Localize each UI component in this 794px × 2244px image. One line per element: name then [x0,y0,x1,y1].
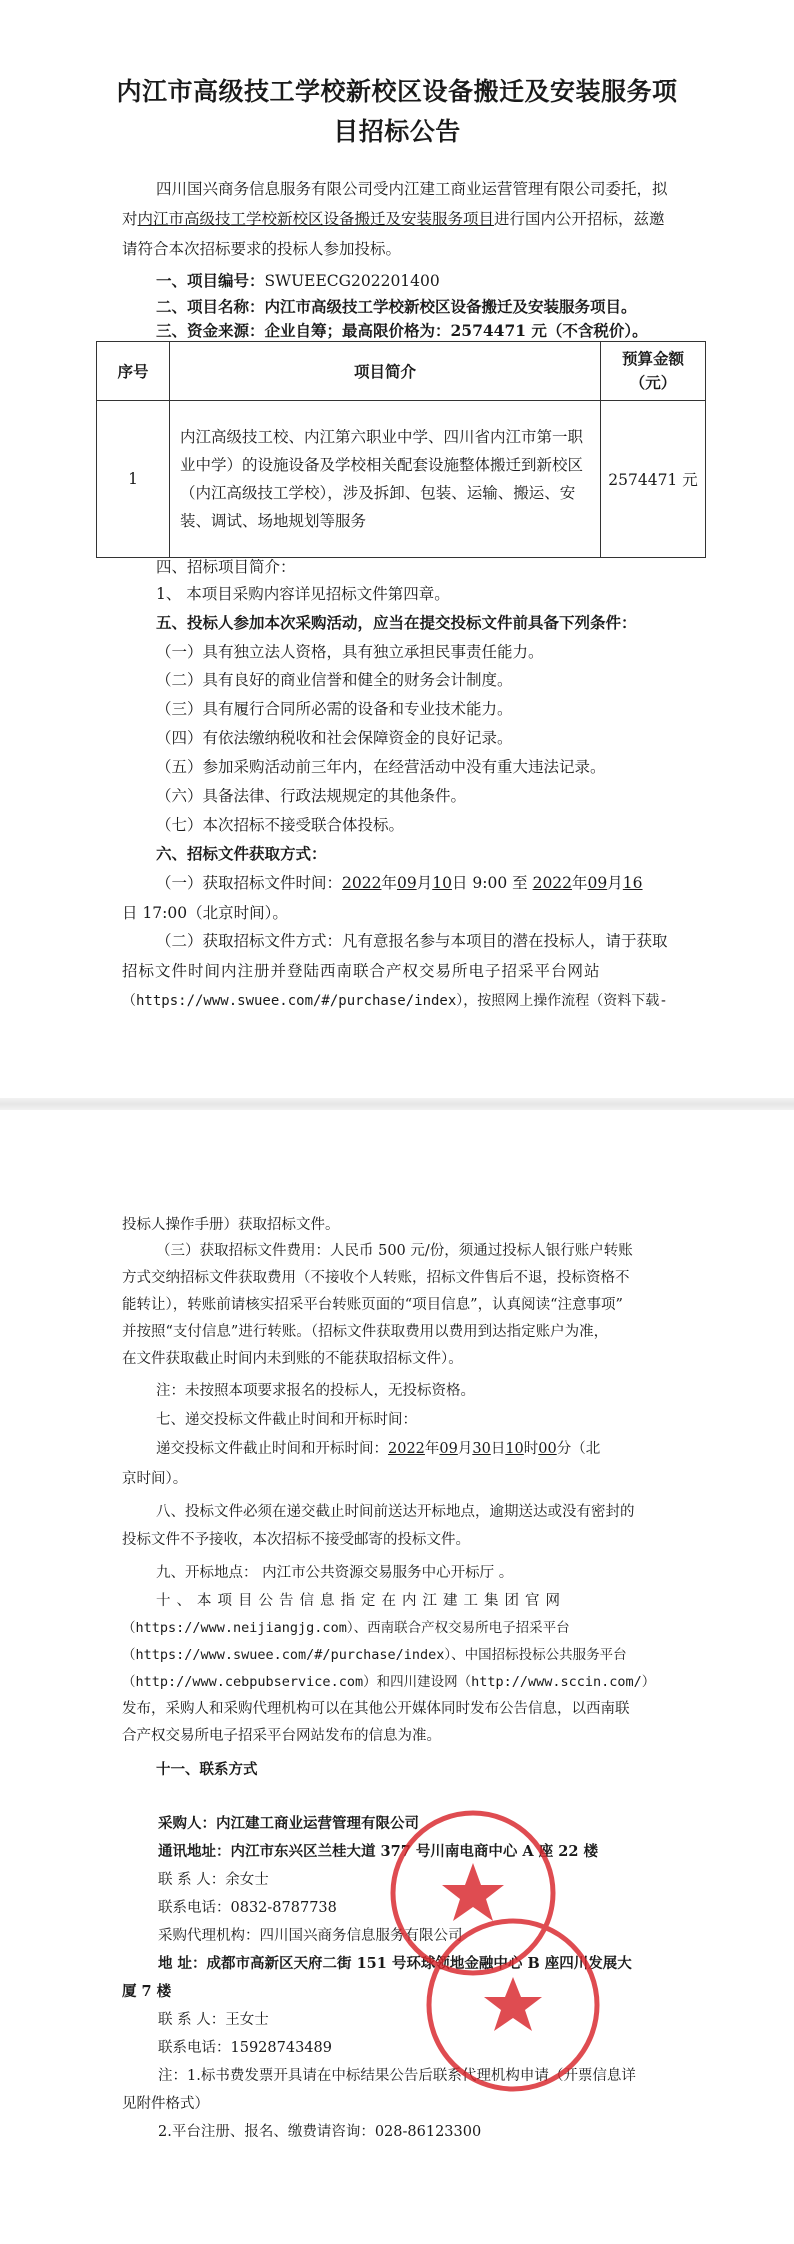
seal-star-icon [484,1977,542,2031]
note-1-cont: 见附件格式） [122,2096,209,2112]
table-row [97,401,706,558]
project-name-underlined: 内江市高级技工学校新校区设备搬迁及安装服务项目 [137,210,495,228]
sec6-fee: （三）获取招标文件费用：人民币 500 元/份，须通过投标人银行账户转账 方式交纳招标文件获取费用（不接收个人转账，招标文件售后不退，投标资格不 能转让），转账前请核实招采平台转账页面的“项目信息”，认真阅读“注意事项” 并按照“支付信息”进行转账。（招标文件获取费用以费用到达指定账户为准， 在文件获取截止时间内未到账的不能获取招标文件）。 [122,1243,633,1367]
sec5-item-2: （二）具有良好的商业信誉和健全的财务会计制度。 [156,671,513,689]
agent-name: 采购代理机构：四川国兴商务信息服务有限公司 [158,1928,463,1944]
sec11-title: 十一、联系方式 [156,1761,258,1778]
sec8: 八、投标文件必须在递交截止时间前送达开标地点，逾期送达或没有密封的 投标文件不予接收，本次招标不接受邮寄的投标文件。 [122,1504,635,1548]
sec5-title: 五、投标人参加本次采购活动，应当在提交投标文件前具备下列条件： [156,613,637,632]
agent-address: 地 址：成都市高新区天府二街 151 号环球领地金融中心 B 座四川发展大 [158,1955,632,1972]
sec5-item-4: （四）有依法缴纳税收和社会保障资金的良好记录。 [156,729,513,747]
buyer-contact: 联 系 人：余女士 [158,1872,269,1888]
buyer-name: 采购人：内江建工商业运营管理有限公司 [158,1815,419,1832]
item-fund-source: 三、资金来源：企业自筹；最高限价格为：2574471 元（不含税价）。 [156,321,648,340]
sec6-way: （二）获取招标文件方式：凡有意报名参与本项目的潜在投标人，请于获取 招标文件时间内注册并登陆西南联合产权交易所电子招采平台网站 （https://www.swuee.com/#/purchase/index），按照网上操作流程（资料下载- [122,932,668,1009]
sec7-time: 递交投标文件截止时间和开标时间：2022年09月30日10时00分（北 京时间）。 [122,1441,601,1487]
note-2: 2.平台注册、报名、缴费请咨询：028-86123300 [158,2124,482,2140]
sec5-item-6: （六）具备法律、行政法规规定的其他条件。 [156,787,467,805]
col-header-budget: 预算金额 （元） [601,342,706,401]
sec6-way-cont: 投标人操作手册）获取招标文件。 [122,1217,340,1233]
agent-address-cont: 厦 7 楼 [122,1983,172,2000]
agent-phone: 联系电话：15928743489 [158,2040,332,2056]
sec6-title: 六、招标文件获取方式： [156,844,327,863]
sec6-time: （一）获取招标文件时间：2022年09月10日 9:00 至 2022年09月16 日 17:00（北京时间）。 [122,874,643,922]
sec10: 十、本项目公告信息指定在内江建工集团官网 （https://www.neijiangjg.com）、西南联合产权交易所电子招采平台 （https://www.swuee.com/#/purchase/index）、中国招标投标公共服务平台 （http://www.cebpubservice.com）和四川建设网（http://www.sccin.com/） 发布，采购人和采购代理机构可以在其他公开媒体同时发布公告信息，以西南联 合产权交易所电子招采平台网站发布的信息为准。 [122,1593,656,1744]
buyer-address: 通讯地址：内江市东兴区兰桂大道 377 号川南电商中心 A 座 22 楼 [158,1843,598,1860]
note-1: 注：1.标书费发票开具请在中标结果公告后联系代理机构申请（开票信息详 [158,2068,636,2084]
col-header-no: 序号 [97,342,170,401]
seal-star-icon [442,1863,504,1921]
cell-no: 1 [97,401,170,558]
sec6-note: 注：未按照本项要求报名的投标人，无投标资格。 [156,1383,475,1399]
sec7-title: 七、递交投标文件截止时间和开标时间： [156,1412,417,1428]
buyer-phone: 联系电话：0832-8787738 [158,1900,337,1916]
table-header-row [97,342,706,401]
page-gap [0,1098,794,1110]
sec5-item-5: （五）参加采购活动前三年内，在经营活动中没有重大违法记录。 [156,758,606,776]
budget-table [96,341,706,558]
sec5-item-3: （三）具有履行合同所必需的设备和专业技术能力。 [156,700,513,718]
sec9: 九、开标地点： 内江市公共资源交易服务中心开标厅 。 [156,1565,514,1581]
agent-contact: 联 系 人：王女士 [158,2012,269,2028]
cell-budget: 2574471 元 [601,401,706,558]
col-header-desc: 项目简介 [170,342,601,401]
sec5-item-1: （一）具有独立法人资格，具有独立承担民事责任能力。 [156,643,544,661]
sec5-item-7: （七）本次招标不接受联合体投标。 [156,816,405,834]
company-seal [355,1805,655,2105]
item-project-name: 二、项目名称：内江市高级技工学校新校区设备搬迁及安装服务项目。 [156,297,637,316]
intro-paragraph: 四川国兴商务信息服务有限公司受内江建工商业运营管理有限公司委托，拟 对内江市高级技工学校新校区设备搬迁及安装服务项目进行国内公开招标，兹邀 请符合本次招标要求的投标人参加投标。 [122,180,668,258]
sec4-title: 四、招标项目简介： [156,558,296,576]
page-1 [0,0,794,1098]
item-project-number: 一、项目编号：SWUEECG202201400 [156,271,440,290]
sec4-line1: 1、 本项目采购内容详见招标文件第四章。 [156,585,450,603]
cell-desc: 内江高级技工校、内江第六职业中学、四川省内江市第一职业中学）的设施设备及学校相关配套设施整体搬迁到新校区（内江高级技工学校），涉及拆卸、包装、运输、搬运、安装、调试、场地规划等服务 [170,401,601,558]
page-title: 内江市高级技工学校新校区设备搬迁及安装服务项 目招标公告 [116,77,678,146]
